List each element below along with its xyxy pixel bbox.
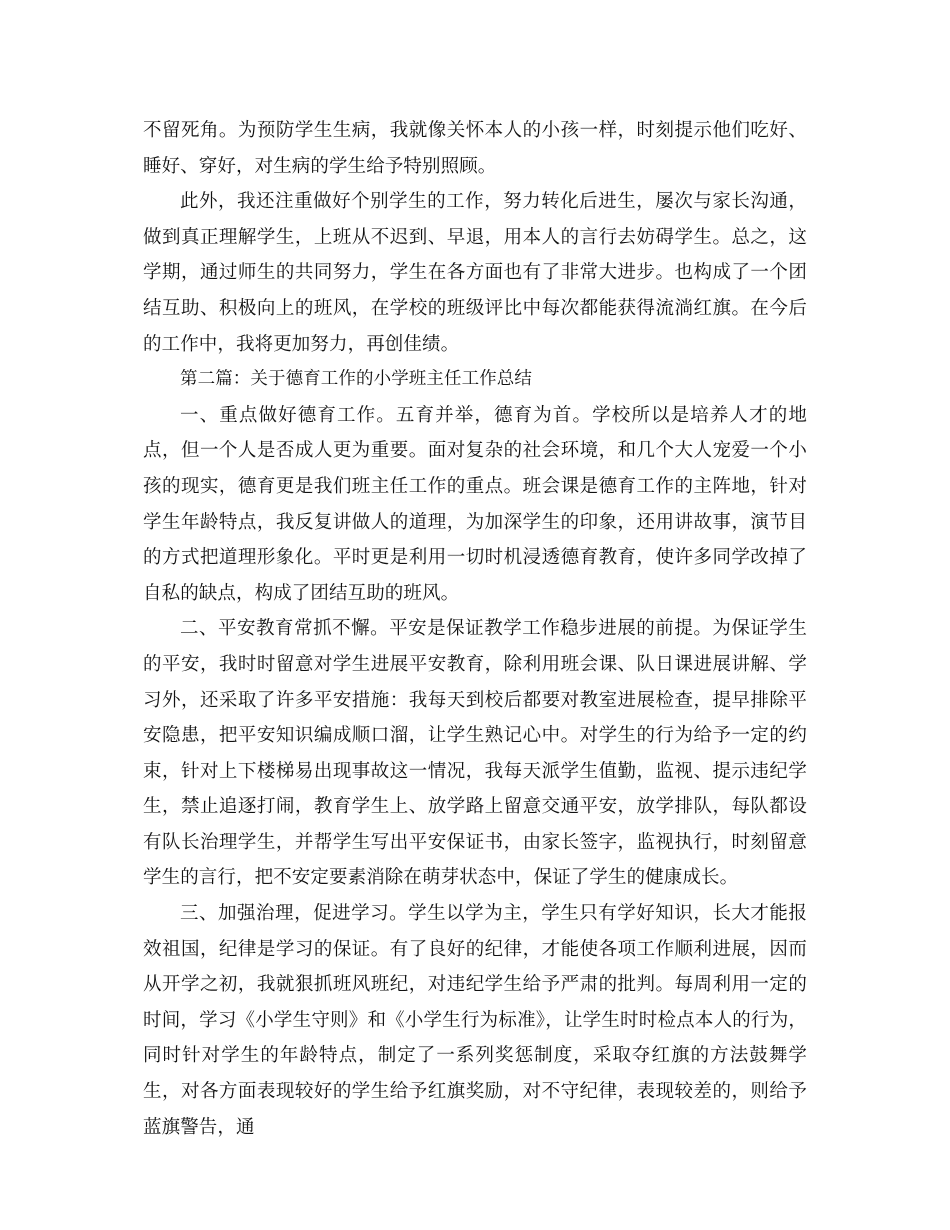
paragraph-safety-education: 二、平安教育常抓不懈。平安是保证教学工作稳步进展的前提。为保证学生的平安，我时时留意对学生进展平安教育，除利用班会课、队日课进展讲解、学习外，还采取了许多平安措施：我每天到校后都要对教室进展检查，提早排除平安隐患，把平安知识编成顺口溜，让学生熟记心中。对学生的行为给予一定的约束，针对上下楼梯易出现事故这一情况，我每天派学生值勤，监视、提示违纪学生，禁止追逐打闹，教育学生上、放学路上留意交通平安，放学排队，每队都设有队长治理学生，并帮学生写出平安保证书，由家长签字，监视执行，时刻留意学生的言行，把不安定要素消除在萌芽状态中，保证了学生的健康成长。 <box>143 618 807 889</box>
paragraph-discipline: 三、加强治理，促进学习。学生以学为主，学生只有学好知识，长大才能报效祖国，纪律是学习的保证。有了良好的纪律，才能使各项工作顺利进展，因而从开学之初，我就狠抓班风班纪，对违纪学生给予严肃的批判。每周利用一定的时间，学习《小学生守则》和《小学生行为标准》，让学生时时检点本人的行为，同时针对学生的年龄特点，制定了一系列奖惩制度，采取夺红旗的方法鼓舞学生，对各方面表现较好的学生给予红旗奖励，对不守纪律，表现较差的，则给予蓝旗警告，通 <box>143 903 807 1138</box>
section-title: 第二篇：关于德育工作的小学班主任工作总结 <box>180 369 532 390</box>
document-body <box>143 113 807 1145</box>
paragraph-summary: 此外，我还注重做好个别学生的工作，努力转化后进生，屡次与家长沟通，做到真正理解学生，上班从不迟到、早退，用本人的言行去妨碍学生。总之，这学期，通过师生的共同努力，学生在各方面也有了非常大进步。也构成了一个团结互助、积极向上的班风，在学校的班级评比中每次都能获得流淌红旗。在今后的工作中，我将更加努力，再创佳绩。 <box>143 191 807 355</box>
paragraph-moral-education: 一、重点做好德育工作。五育并举，德育为首。学校所以是培养人才的地点，但一个人是否成人更为重要。面对复杂的社会环境，和几个大人宠爱一个小孩的现实，德育更是我们班主任工作的重点。班会课是德育工作的主阵地，针对学生年龄特点，我反复讲做人的道理，为加深学生的印象，还用讲故事，演节目的方式把道理形象化。平时更是利用一切时机浸透德育教育，使许多同学改掉了自私的缺点，构成了团结互助的班风。 <box>143 404 807 604</box>
paragraph-continued: 不留死角。为预防学生生病，我就像关怀本人的小孩一样，时刻提示他们吃好、睡好、穿好，对生病的学生给予特别照顾。 <box>143 120 807 177</box>
